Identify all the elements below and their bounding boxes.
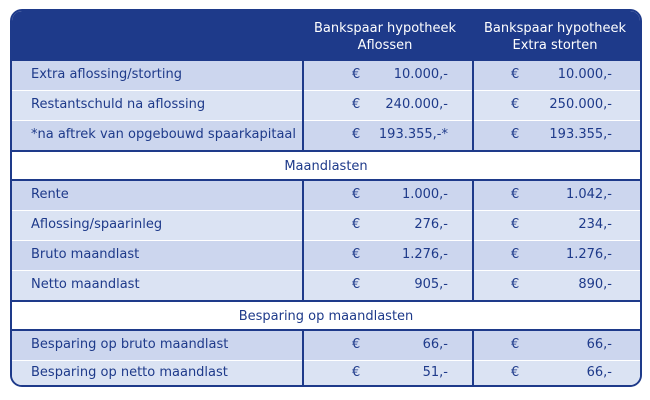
currency-symbol: € (511, 127, 520, 142)
table-row (12, 61, 640, 90)
currency-symbol: € (352, 277, 361, 292)
value-extra-storten: 66,- (586, 365, 612, 380)
column-separator (472, 181, 474, 300)
table-row (12, 241, 640, 270)
value-extra-storten: 1.276,- (565, 247, 612, 262)
table-header (12, 11, 640, 61)
row-label: *na aftrek van opgebouwd spaarkapitaal (31, 127, 296, 142)
section-title-besparing: Besparing op maandlasten (12, 302, 640, 331)
header-column-aflossen: Bankspaar hypotheek Aflossen (313, 21, 457, 53)
row-label: Extra aflossing/storting (31, 67, 182, 82)
column-separator (472, 61, 474, 150)
table-row (12, 331, 640, 360)
currency-symbol: € (511, 97, 520, 112)
currency-symbol: € (352, 217, 361, 232)
value-extra-storten: 890,- (578, 277, 612, 292)
mortgage-comparison-table (10, 9, 642, 387)
table-row (12, 121, 640, 150)
column-separator (302, 331, 304, 385)
row-label: Rente (31, 187, 69, 202)
value-extra-storten: 250.000,- (549, 97, 612, 112)
row-label: Besparing op netto maandlast (31, 365, 228, 380)
table-row (12, 91, 640, 120)
currency-symbol: € (511, 337, 520, 352)
column-separator (302, 181, 304, 300)
header-column-extra-storten: Bankspaar hypotheek Extra storten (483, 21, 627, 53)
value-extra-storten: 10.000,- (557, 67, 612, 82)
row-label: Bruto maandlast (31, 247, 140, 262)
currency-symbol: € (511, 365, 520, 380)
currency-symbol: € (511, 187, 520, 202)
currency-symbol: € (352, 365, 361, 380)
currency-symbol: € (511, 67, 520, 82)
row-label: Aflossing/spaarinleg (31, 217, 163, 232)
currency-symbol: € (352, 247, 361, 262)
table-row (12, 361, 640, 385)
value-aflossen: 1.276,- (401, 247, 448, 262)
row-label: Restantschuld na aflossing (31, 97, 206, 112)
currency-symbol: € (352, 127, 361, 142)
currency-symbol: € (352, 337, 361, 352)
currency-symbol: € (352, 187, 361, 202)
value-extra-storten: 234,- (578, 217, 612, 232)
currency-symbol: € (352, 67, 361, 82)
row-label: Besparing op bruto maandlast (31, 337, 229, 352)
table-row (12, 181, 640, 210)
currency-symbol: € (352, 97, 361, 112)
value-aflossen: 66,- (422, 337, 448, 352)
table-row (12, 211, 640, 240)
value-aflossen: 193.355,-* (378, 127, 448, 142)
column-separator (302, 61, 304, 150)
value-extra-storten: 1.042,- (565, 187, 612, 202)
value-aflossen: 276,- (414, 217, 448, 232)
value-aflossen: 10.000,- (393, 67, 448, 82)
currency-symbol: € (511, 247, 520, 262)
value-aflossen: 240.000,- (385, 97, 448, 112)
currency-symbol: € (511, 217, 520, 232)
value-aflossen: 905,- (414, 277, 448, 292)
currency-symbol: € (511, 277, 520, 292)
column-separator (472, 331, 474, 385)
value-aflossen: 1.000,- (401, 187, 448, 202)
value-extra-storten: 66,- (586, 337, 612, 352)
value-extra-storten: 193.355,- (549, 127, 612, 142)
table-row (12, 271, 640, 300)
section-title-maandlasten: Maandlasten (12, 152, 640, 181)
row-label: Netto maandlast (31, 277, 140, 292)
value-aflossen: 51,- (422, 365, 448, 380)
